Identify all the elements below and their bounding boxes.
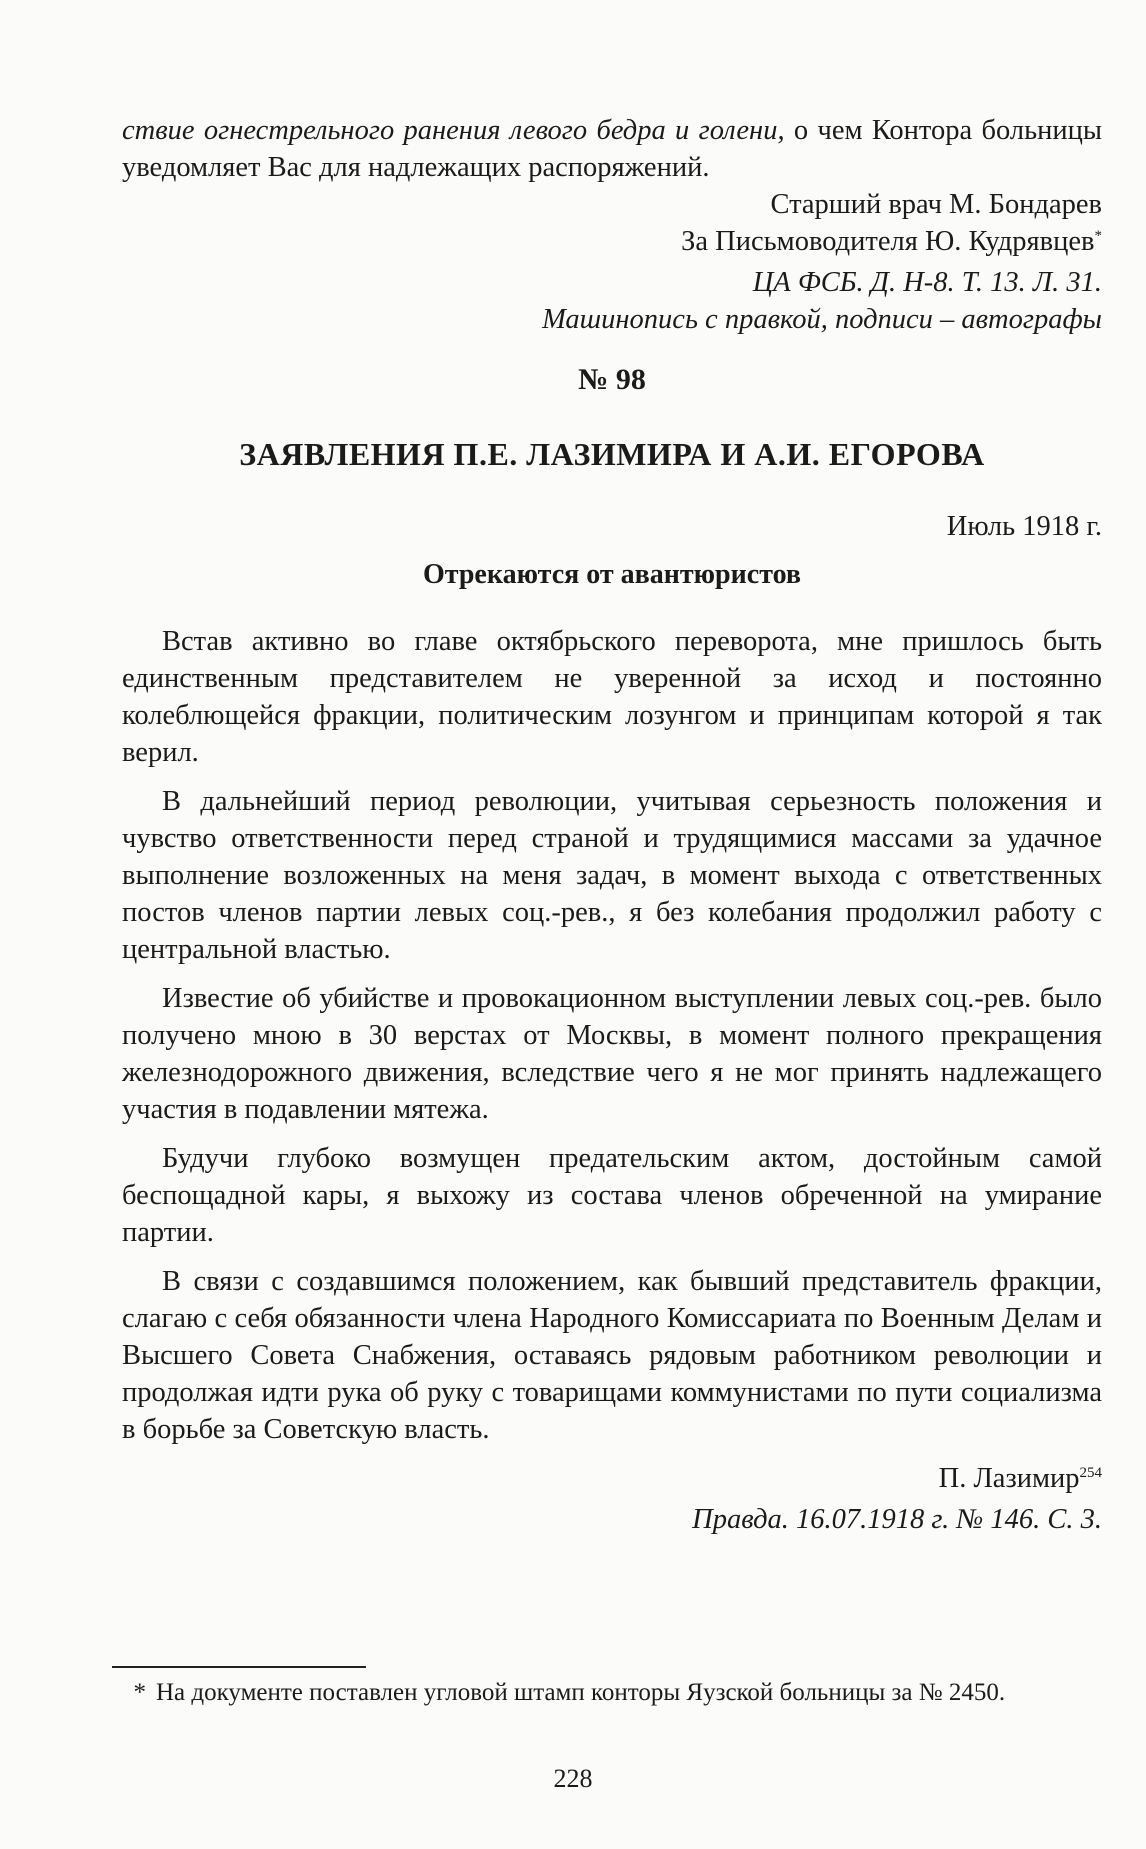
archive-source: ЦА ФСБ. Д. Н-8. Т. 13. Л. 31. — [752, 267, 1102, 298]
page-number: 228 — [553, 1764, 593, 1793]
continuation-italic: ствие огнестрельного ранения левого бедра и голени, — [122, 115, 785, 146]
paragraph-2: В дальнейший период революции, учитывая серьезность положения и чувство ответственности перед страной и трудящимися массами за удачное выполнение возложенных на меня задач, в момент выхода с ответственных постов членов партии левых соц.-рев., я без колебания продолжил работу с центральной властью. — [122, 786, 1102, 965]
signature-chief-doctor: Старший врач М. Бондарев — [770, 189, 1102, 220]
signature-lazimir-text: П. Лазимир — [938, 1463, 1080, 1494]
document-subtitle: Отрекаются от авантюристов — [422, 559, 801, 590]
paragraph-4: Будучи глубоко возмущен предательским актом, достойным самой беспощадной кары, я выхожу из состава членов обреченной на умирание партии. — [122, 1143, 1102, 1248]
document-body — [122, 112, 1102, 1538]
paragraph-1: Встав активно во главе октябрьского переворота, мне пришлось быть единственным представителем не уверенной за исход и постоянно колеблющейся фракции, политическим лозунгом и принципам которой я так верил. — [122, 626, 1102, 768]
signature-clerk-footnote-mark: * — [1094, 228, 1102, 244]
continuation-paragraph — [122, 112, 1102, 186]
paragraph-3: Известие об убийстве и провокационном выступлении левых соц.-рев. было получено мною в 30 верстах от Москвы, в момент полного прекращения железнодорожного движения, вследствие чего я не мог принять надлежащего участия в подавлении мятежа. — [122, 983, 1102, 1125]
newspaper-source: Правда. 16.07.1918 г. № 146. С. 3. — [692, 1504, 1102, 1535]
paragraph-5: В связи с создавшимся положением, как бывший представитель фракции, слагаю с себя обязанности члена Народного Комиссариата по Военным Делам и Высшего Совета Снабжения, оставаясь рядовым работником революции и продолжая идти рука об руку с товарищами коммунистами по пути социализма в борьбе за Советскую власть. — [122, 1266, 1102, 1445]
footnote-text: На документе поставлен угловой штамп конторы Яузской больницы за № 2450. — [156, 1679, 1006, 1706]
footnote-divider — [112, 1666, 366, 1668]
footnote — [112, 1676, 1102, 1710]
signature-clerk-text: За Письмоводителя Ю. Кудрявцев — [681, 226, 1095, 257]
document-date: Июль 1918 г. — [946, 511, 1102, 542]
signature-lazimir — [122, 1460, 1102, 1497]
document-title: ЗАЯВЛЕНИЯ П.Е. ЛАЗИМИРА И А.И. ЕГОРОВА — [239, 436, 985, 472]
continuation-text: о чем Контора больницы уведомляет Вас для надлежащих распоряжений. — [122, 115, 1102, 183]
footnote-mark: * — [133, 1679, 146, 1706]
document-number: № 98 — [578, 363, 646, 396]
signature-clerk — [122, 223, 1102, 260]
signature-lazimir-note: 254 — [1079, 1465, 1102, 1481]
archive-source-note: Машинопись с правкой, подписи – автографы — [542, 304, 1102, 335]
